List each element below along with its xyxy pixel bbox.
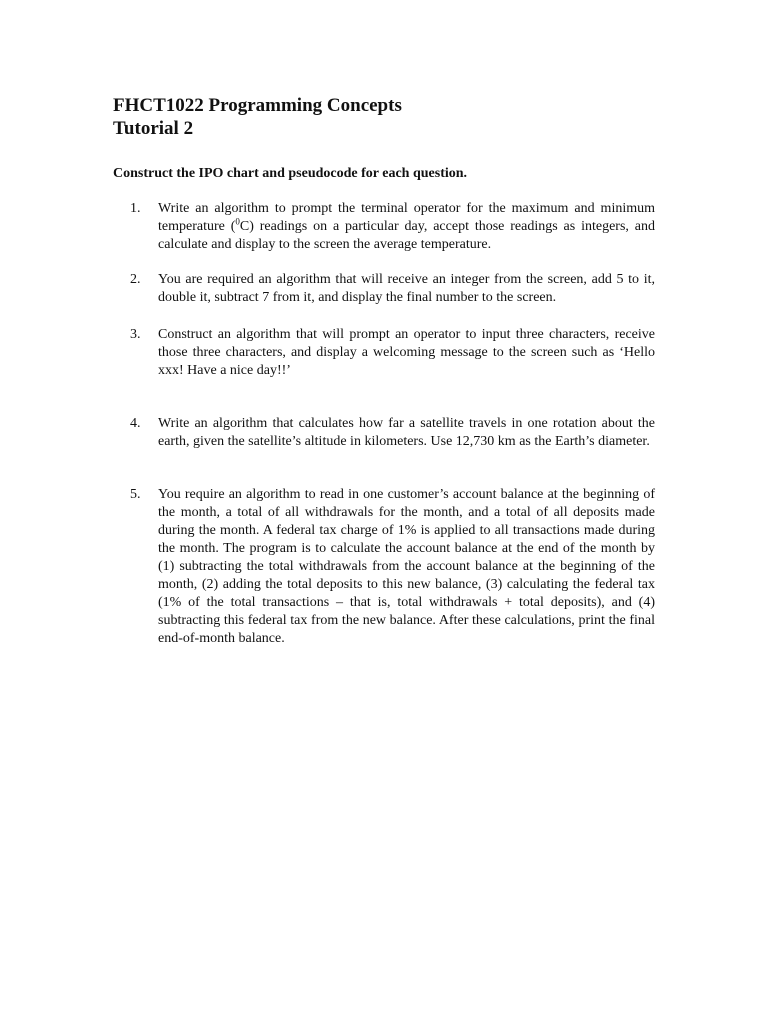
question-text: Construct an algorithm that will prompt an operator to input three characters, receive those three characters, and display a welcoming message to the screen such as ‘Hello xxx! Have a nice day!!’ bbox=[158, 327, 655, 378]
document-subtitle: Tutorial 2 bbox=[113, 118, 194, 139]
question-number: 4. bbox=[130, 416, 141, 431]
question-text bbox=[158, 200, 655, 254]
question-text: Write an algorithm that calculates how far a satellite travels in one rotation about the earth, given the satellite’s altitude in kilometers. Use 12,730 km as the Earth’s diameter. bbox=[158, 416, 655, 449]
document-title: FHCT1022 Programming Concepts bbox=[113, 95, 402, 116]
question-number: 5. bbox=[130, 487, 141, 502]
superscript: 0 bbox=[235, 216, 240, 227]
question-number: 1. bbox=[130, 201, 141, 216]
question-text-part: C) readings on a particular day, accept those readings as integers, and calculate and display to the screen the average temperature. bbox=[158, 219, 656, 252]
instruction-text: Construct the IPO chart and pseudocode for each question. bbox=[113, 166, 468, 181]
question-text: You are required an algorithm that will receive an integer from the screen, add 5 to it, double it, subtract 7 from it, and display the final number to the screen. bbox=[158, 272, 655, 305]
question-text: You require an algorithm to read in one customer’s account balance at the beginning of the month, a total of all withdrawals for the month, and a total of all deposits made during the month. A federal tax charge of 1% is applied to all transactions made during the month. The program is to calculate the account balance at the end of the month by (1) subtracting the total withdrawals from the account balance at the beginning of the month, (2) adding the total deposits to this new balance, (3) calculating the federal tax (1% of the total transactions – that is, total withdrawals + total deposits), and (4) subtracting this federal tax from the new balance. After these calculations, print the final end-of-month balance. bbox=[158, 487, 655, 646]
question-number: 3. bbox=[130, 327, 141, 342]
question-text-part: Write an algorithm to prompt the terminal operator for the maximum and minimum temperature ( bbox=[158, 201, 655, 234]
question-number: 2. bbox=[130, 272, 141, 287]
